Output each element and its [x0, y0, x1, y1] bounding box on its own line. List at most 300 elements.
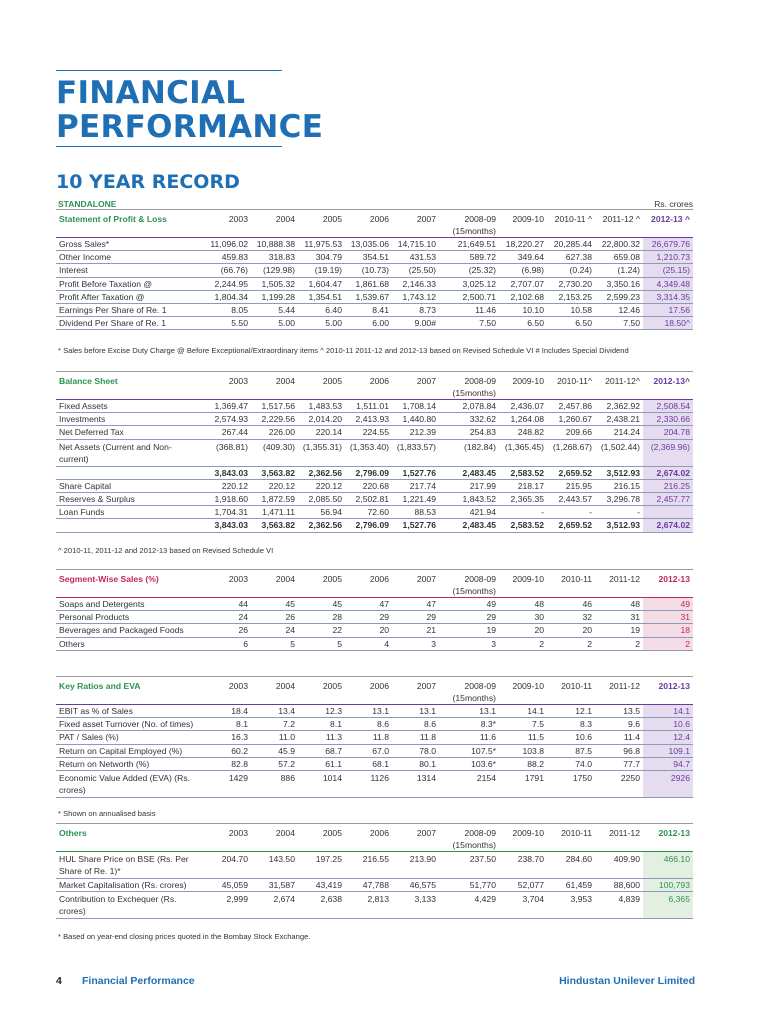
- total-row: [56, 466, 693, 479]
- row-label: Share Capital: [56, 479, 204, 492]
- table-cell: 46,575: [392, 879, 439, 892]
- year-label: 2010-11: [561, 681, 592, 691]
- table-cell: 2,674.02: [643, 519, 693, 532]
- table-cell: 2,436.07: [499, 400, 547, 413]
- year-label: 2005: [322, 828, 342, 838]
- table-cell: 88,600: [595, 879, 643, 892]
- year-header: [251, 210, 298, 238]
- year-header: [298, 824, 345, 852]
- table-cell: 1,872.59: [251, 492, 298, 505]
- table-cell: 1014: [298, 770, 345, 797]
- year-header: [392, 677, 439, 705]
- table-cell: 2,796.09: [345, 466, 392, 479]
- year-sublabel: (15months): [452, 693, 496, 703]
- table-cell: 2,730.20: [547, 277, 595, 290]
- table-cell: 1,260.67: [547, 413, 595, 426]
- table-row: [56, 439, 693, 466]
- units-label: Rs. crores: [654, 199, 693, 209]
- year-header: [345, 824, 392, 852]
- table-cell: 2250: [595, 770, 643, 797]
- table-cell: 87.5: [547, 744, 595, 757]
- table-cell: 9.6: [595, 718, 643, 731]
- table-cell: 2,638: [298, 892, 345, 919]
- year-label: 2009-10: [512, 681, 544, 691]
- table-cell: 209.66: [547, 426, 595, 439]
- row-label: Return on Networth (%): [56, 757, 204, 770]
- table-cell: 18: [643, 624, 693, 637]
- table-cell: 5: [298, 637, 345, 650]
- table-cell: 267.44: [204, 426, 251, 439]
- table-cell: 31: [595, 611, 643, 624]
- row-label: Others: [56, 637, 204, 650]
- table-cell: 1,861.68: [345, 277, 392, 290]
- table-cell: 8.73: [392, 303, 439, 316]
- table-cell: 94.7: [643, 757, 693, 770]
- table-cell: 60.2: [204, 744, 251, 757]
- table-cell: 32: [547, 611, 595, 624]
- table-cell: 3,133: [392, 892, 439, 919]
- page-number: 4: [56, 975, 62, 987]
- table-cell: 224.55: [345, 426, 392, 439]
- year-header: [595, 570, 643, 598]
- table-cell: 216.55: [345, 852, 392, 879]
- year-header: [392, 372, 439, 400]
- table-cell: 10.6: [643, 718, 693, 731]
- table-cell: (0.24): [547, 264, 595, 277]
- table-cell: 2,362.56: [298, 519, 345, 532]
- table-cell: 46: [547, 598, 595, 611]
- table-row: [56, 731, 693, 744]
- title-bottom-rule: [56, 146, 282, 147]
- year-label: 2004: [275, 376, 295, 386]
- table-cell: 1,804.34: [204, 290, 251, 303]
- others-table: [56, 823, 693, 919]
- table-cell: 1,708.14: [392, 400, 439, 413]
- table-cell: 96.8: [595, 744, 643, 757]
- table-cell: 20,285.44: [547, 238, 595, 251]
- table-cell: 6.50: [499, 317, 547, 330]
- table-cell: 1,483.53: [298, 400, 345, 413]
- key-ratios-table: [56, 676, 693, 798]
- table-cell: 10.10: [499, 303, 547, 316]
- table-cell: 2,674: [251, 892, 298, 919]
- table-cell: 3,025.12: [439, 277, 499, 290]
- table-cell: 2,078.84: [439, 400, 499, 413]
- year-header: [643, 677, 693, 705]
- table-cell: 1,354.51: [298, 290, 345, 303]
- table-cell: 2,599.23: [595, 290, 643, 303]
- year-label: 2008-09: [464, 574, 496, 584]
- table-cell: 18.50^: [643, 317, 693, 330]
- row-label: Gross Sales*: [56, 238, 204, 251]
- row-label: PAT / Sales (%): [56, 731, 204, 744]
- year-header: [298, 570, 345, 598]
- table-cell: 1,264.08: [499, 413, 547, 426]
- table-cell: 11.6: [439, 731, 499, 744]
- year-label: 2008-09: [464, 376, 496, 386]
- year-header: [345, 570, 392, 598]
- year-label: 2010-11: [561, 574, 592, 584]
- table-cell: 1,210.73: [643, 251, 693, 264]
- row-label: Market Capitalisation (Rs. crores): [56, 879, 204, 892]
- year-header: [547, 677, 595, 705]
- table-cell: (19.19): [298, 264, 345, 277]
- table-cell: (1,353.40): [345, 439, 392, 466]
- table-cell: 1314: [392, 770, 439, 797]
- year-header: [499, 824, 547, 852]
- table-cell: 2,502.81: [345, 492, 392, 505]
- table-cell: 421.94: [439, 506, 499, 519]
- table-cell: 20: [345, 624, 392, 637]
- table-cell: 22,800.32: [595, 238, 643, 251]
- year-label: 2006: [369, 574, 389, 584]
- year-label: 2009-10: [512, 828, 544, 838]
- table-cell: 349.64: [499, 251, 547, 264]
- table-cell: 2,014.20: [298, 413, 345, 426]
- table-cell: 220.12: [204, 479, 251, 492]
- table-row: [56, 757, 693, 770]
- year-sublabel: (15months): [452, 388, 496, 398]
- table-cell: 237.50: [439, 852, 499, 879]
- table-cell: 43,419: [298, 879, 345, 892]
- table-cell: 2,659.52: [547, 466, 595, 479]
- table-cell: 2,483.45: [439, 466, 499, 479]
- table-cell: 2,330.66: [643, 413, 693, 426]
- table-cell: 1,539.67: [345, 290, 392, 303]
- table-cell: (1,833.57): [392, 439, 439, 466]
- table-cell: (66.76): [204, 264, 251, 277]
- table-cell: 1,369.47: [204, 400, 251, 413]
- table-cell: 213.90: [392, 852, 439, 879]
- table-cell: 13.5: [595, 705, 643, 718]
- table-cell: 57.2: [251, 757, 298, 770]
- table-cell: (1,502.44): [595, 439, 643, 466]
- table-cell: 11.8: [392, 731, 439, 744]
- table-cell: 3,843.03: [204, 519, 251, 532]
- table-cell: 26: [204, 624, 251, 637]
- table-cell: 627.38: [547, 251, 595, 264]
- year-label: 2008-09: [464, 214, 496, 224]
- year-header: [595, 824, 643, 852]
- year-header: [251, 372, 298, 400]
- table-cell: 30: [499, 611, 547, 624]
- table-cell: 8.3*: [439, 718, 499, 731]
- table-cell: 4,839: [595, 892, 643, 919]
- year-label: 2003: [228, 828, 248, 838]
- table-cell: 1,918.60: [204, 492, 251, 505]
- year-header: [298, 677, 345, 705]
- row-label: EBIT as % of Sales: [56, 705, 204, 718]
- table-cell: 2,583.52: [499, 519, 547, 532]
- page-title-line-2: PERFORMANCE: [56, 109, 324, 145]
- table-cell: 56.94: [298, 506, 345, 519]
- table-cell: 9.00#: [392, 317, 439, 330]
- table-cell: 2,153.25: [547, 290, 595, 303]
- year-label: 2011-12: [609, 828, 640, 838]
- table-cell: 1,511.01: [345, 400, 392, 413]
- year-header: [204, 677, 251, 705]
- table-cell: (409.30): [251, 439, 298, 466]
- table-cell: 1,843.52: [439, 492, 499, 505]
- table-cell: 1,704.31: [204, 506, 251, 519]
- table-cell: 82.8: [204, 757, 251, 770]
- table-cell: 220.12: [298, 479, 345, 492]
- table-cell: 886: [251, 770, 298, 797]
- year-header: [595, 677, 643, 705]
- table-cell: 254.83: [439, 426, 499, 439]
- table-cell: 304.79: [298, 251, 345, 264]
- table-cell: 2,674.02: [643, 466, 693, 479]
- year-header: [499, 570, 547, 598]
- table-cell: 16.3: [204, 731, 251, 744]
- table-cell: 354.51: [345, 251, 392, 264]
- table-cell: 77.7: [595, 757, 643, 770]
- table-row: [56, 400, 693, 413]
- table-cell: 2,707.07: [499, 277, 547, 290]
- table-cell: (1.24): [595, 264, 643, 277]
- table-cell: 47,788: [345, 879, 392, 892]
- table-cell: 74.0: [547, 757, 595, 770]
- table-cell: 26,679.76: [643, 238, 693, 251]
- table-cell: 11.4: [595, 731, 643, 744]
- table-cell: (6.98): [499, 264, 547, 277]
- table-cell: 6.40: [298, 303, 345, 316]
- balance-sheet-footnote: ^ 2010-11, 2011-12 and 2012-13 based on Revised Schedule VI: [58, 546, 274, 555]
- row-label: [56, 519, 204, 532]
- table-cell: 80.1: [392, 757, 439, 770]
- table-cell: 49: [643, 598, 693, 611]
- year-header: [204, 210, 251, 238]
- row-label: Soaps and Detergents: [56, 598, 204, 611]
- table-cell: 2,796.09: [345, 519, 392, 532]
- year-label: 2007: [416, 574, 436, 584]
- year-header: [345, 372, 392, 400]
- table-header-row: [56, 677, 693, 705]
- table-cell: 11.5: [499, 731, 547, 744]
- row-label: Profit Before Taxation @: [56, 277, 204, 290]
- table-row: [56, 492, 693, 505]
- year-header: [643, 570, 693, 598]
- table-cell: 2: [547, 637, 595, 650]
- table-row: [56, 705, 693, 718]
- row-label: Dividend Per Share of Re. 1: [56, 317, 204, 330]
- table-cell: 8.6: [345, 718, 392, 731]
- table-cell: 3: [439, 637, 499, 650]
- table-cell: (25.15): [643, 264, 693, 277]
- table-row: [56, 426, 693, 439]
- table-cell: -: [547, 506, 595, 519]
- year-label: 2009-10: [512, 376, 544, 386]
- others-footnote: * Based on year-end closing prices quoted in the Bombay Stock Exchange.: [58, 932, 311, 941]
- year-label: 2009-10: [512, 214, 544, 224]
- year-header: [392, 570, 439, 598]
- table-cell: 1,440.80: [392, 413, 439, 426]
- year-label: 2010-11 ^: [554, 214, 592, 224]
- table-cell: 5: [251, 637, 298, 650]
- table-cell: 103.8: [499, 744, 547, 757]
- table-cell: 12.46: [595, 303, 643, 316]
- table-cell: 284.60: [547, 852, 595, 879]
- table-cell: 49: [439, 598, 499, 611]
- year-label: 2008-09: [464, 681, 496, 691]
- table-cell: 2: [499, 637, 547, 650]
- profit-loss-footnote: * Sales before Excise Duty Charge @ Before Exceptional/Extraordinary items ^ 2010-11 2011-12 and 2012-13 based on Revised Schedule VI # Includes Special Dividend: [58, 346, 629, 355]
- table-cell: 238.70: [499, 852, 547, 879]
- year-header: [643, 210, 693, 238]
- table-cell: 67.0: [345, 744, 392, 757]
- year-header: [392, 210, 439, 238]
- table-cell: 143.50: [251, 852, 298, 879]
- table-cell: 29: [392, 611, 439, 624]
- table-cell: 431.53: [392, 251, 439, 264]
- year-label: 2011-12 ^: [602, 214, 640, 224]
- table-cell: 14.1: [643, 705, 693, 718]
- table-cell: 204.70: [204, 852, 251, 879]
- table-cell: 19: [595, 624, 643, 637]
- year-label: 2005: [322, 574, 342, 584]
- table-cell: 45: [298, 598, 345, 611]
- table-row: [56, 624, 693, 637]
- table-header-row: [56, 210, 693, 238]
- year-header: [298, 210, 345, 238]
- table-cell: 1,527.76: [392, 466, 439, 479]
- table-cell: 3,512.93: [595, 519, 643, 532]
- row-label: Reserves & Surplus: [56, 492, 204, 505]
- table-cell: 45: [251, 598, 298, 611]
- table-cell: 659.08: [595, 251, 643, 264]
- table-cell: (182.84): [439, 439, 499, 466]
- table-cell: 72.60: [345, 506, 392, 519]
- year-header: [345, 677, 392, 705]
- table-cell: 2,659.52: [547, 519, 595, 532]
- year-header: [392, 824, 439, 852]
- table-cell: 2154: [439, 770, 499, 797]
- row-label: Net Deferred Tax: [56, 426, 204, 439]
- table-cell: 217.99: [439, 479, 499, 492]
- table-cell: 103.6*: [439, 757, 499, 770]
- table-row: [56, 290, 693, 303]
- table-cell: 61.1: [298, 757, 345, 770]
- table-cell: 4: [345, 637, 392, 650]
- table-cell: 1,471.11: [251, 506, 298, 519]
- year-header: [547, 570, 595, 598]
- year-header: [251, 677, 298, 705]
- table-cell: 11,975.53: [298, 238, 345, 251]
- table-cell: 26: [251, 611, 298, 624]
- year-label: 2009-10: [512, 574, 544, 584]
- table-cell: 197.25: [298, 852, 345, 879]
- table-row: [56, 506, 693, 519]
- table-cell: 88.2: [499, 757, 547, 770]
- table-cell: [643, 506, 693, 519]
- year-header: [345, 210, 392, 238]
- year-header: [643, 824, 693, 852]
- table-cell: 2,362.92: [595, 400, 643, 413]
- table-row: [56, 251, 693, 264]
- table-row: [56, 770, 693, 797]
- table-cell: 21: [392, 624, 439, 637]
- table-cell: 2,483.45: [439, 519, 499, 532]
- table-cell: 1,517.56: [251, 400, 298, 413]
- table-cell: (25.32): [439, 264, 499, 277]
- table-heading: Others: [56, 824, 204, 852]
- year-header: [547, 824, 595, 852]
- table-row: [56, 892, 693, 919]
- row-label: Investments: [56, 413, 204, 426]
- year-label: 2004: [275, 214, 295, 224]
- year-label: 2012-13^: [653, 376, 690, 386]
- year-label: 2006: [369, 376, 389, 386]
- year-sublabel: (15months): [452, 586, 496, 596]
- table-cell: 3,704: [499, 892, 547, 919]
- year-header: [251, 824, 298, 852]
- year-label: 2006: [369, 214, 389, 224]
- table-heading: Key Ratios and EVA: [56, 677, 204, 705]
- table-cell: 1,604.47: [298, 277, 345, 290]
- table-cell: 28: [298, 611, 345, 624]
- table-cell: 466.10: [643, 852, 693, 879]
- table-cell: (2,369.96): [643, 439, 693, 466]
- row-label: Contribution to Exchequer (Rs. crores): [56, 892, 204, 919]
- table-cell: 2,229.56: [251, 413, 298, 426]
- table-cell: 2,244.95: [204, 277, 251, 290]
- table-cell: -: [499, 506, 547, 519]
- table-cell: 409.90: [595, 852, 643, 879]
- table-cell: 11,096.02: [204, 238, 251, 251]
- year-header: [204, 824, 251, 852]
- table-cell: 13.1: [392, 705, 439, 718]
- year-sublabel: (15months): [452, 226, 496, 236]
- table-cell: 3,953: [547, 892, 595, 919]
- table-cell: 1126: [345, 770, 392, 797]
- table-cell: 7.50: [439, 317, 499, 330]
- table-cell: 48: [595, 598, 643, 611]
- table-row: [56, 852, 693, 879]
- year-label: 2004: [275, 574, 295, 584]
- table-cell: 6.00: [345, 317, 392, 330]
- table-cell: 78.0: [392, 744, 439, 757]
- table-row: [56, 303, 693, 316]
- key-ratios-footnote: * Shown on annualised basis: [58, 809, 156, 818]
- table-cell: 3: [392, 637, 439, 650]
- table-heading: Balance Sheet: [56, 372, 204, 400]
- table-cell: 44: [204, 598, 251, 611]
- row-label: HUL Share Price on BSE (Rs. Per Share of Re. 1)*: [56, 852, 204, 879]
- year-label: 2007: [416, 828, 436, 838]
- table-cell: 2: [643, 637, 693, 650]
- row-label: Fixed Assets: [56, 400, 204, 413]
- table-cell: 2,574.93: [204, 413, 251, 426]
- table-cell: 24: [204, 611, 251, 624]
- table-cell: 12.4: [643, 731, 693, 744]
- table-cell: 13,035.06: [345, 238, 392, 251]
- table-cell: 1791: [499, 770, 547, 797]
- table-cell: 3,563.82: [251, 466, 298, 479]
- row-label: [56, 466, 204, 479]
- year-header: [439, 570, 499, 598]
- row-label: Other Income: [56, 251, 204, 264]
- table-cell: 10,888.38: [251, 238, 298, 251]
- table-cell: 31,587: [251, 879, 298, 892]
- table-row: [56, 744, 693, 757]
- year-label: 2010-11^: [557, 376, 592, 386]
- table-cell: 10.6: [547, 731, 595, 744]
- table-cell: 31: [643, 611, 693, 624]
- row-label: Fixed asset Turnover (No. of times): [56, 718, 204, 731]
- table-cell: 2,413.93: [345, 413, 392, 426]
- table-cell: 8.1: [204, 718, 251, 731]
- year-header: [547, 372, 595, 400]
